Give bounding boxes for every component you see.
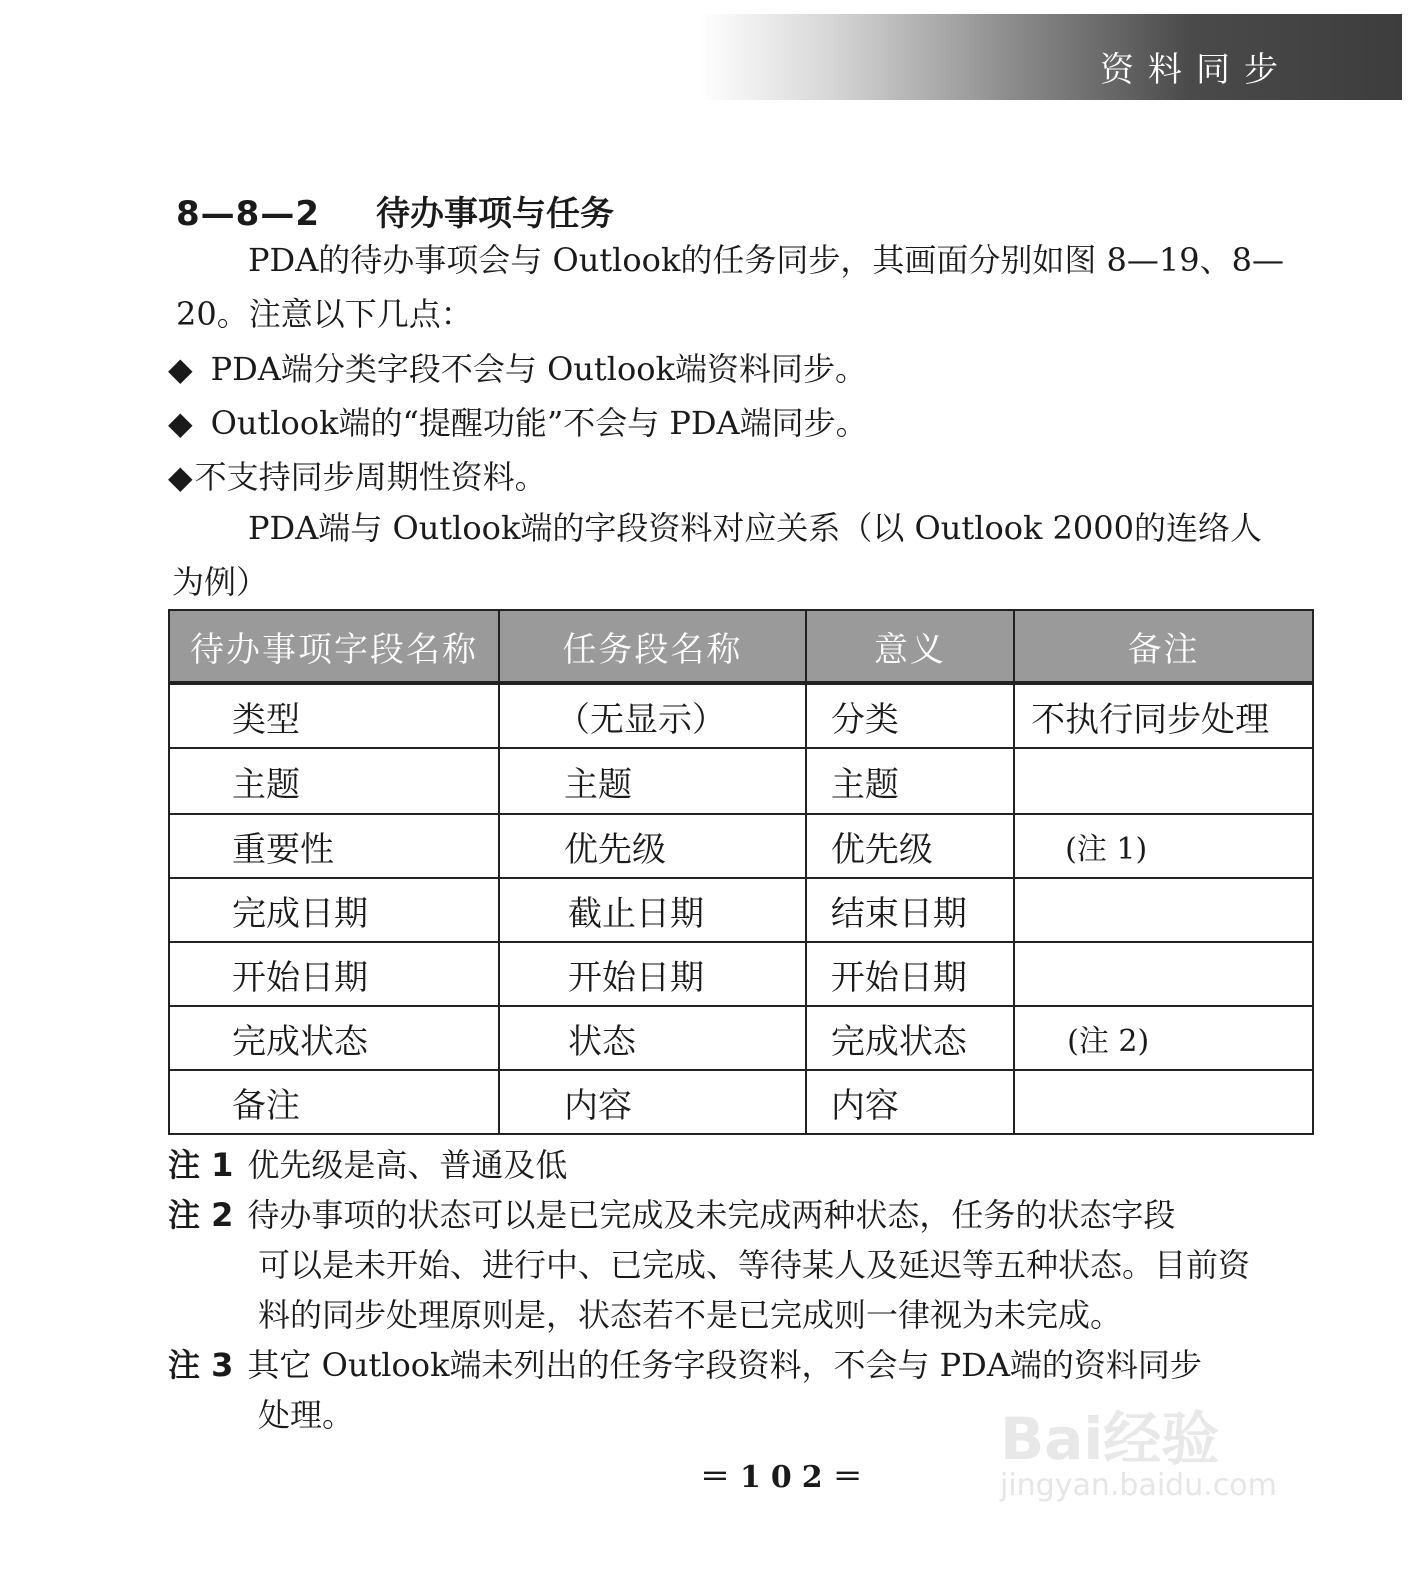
note-text: 优先级是高、普通及低 [247,1146,568,1184]
table-row [169,1006,1313,1070]
note-text: 其它 Outlook端未列出的任务字段资料，不会与 PDA端的资料同步 [247,1346,1202,1384]
table-row [169,942,1313,1006]
table-cell: 优先级 [806,814,1014,878]
table-row [169,1070,1313,1134]
section-title [176,186,614,235]
table-cell: （无显示） [499,683,806,748]
table-cell: 完成日期 [169,878,499,942]
page-number: ＝102＝ [700,1460,873,1495]
table-cell: 开始日期 [499,942,806,1006]
table-cell: 主题 [499,748,806,814]
table-cell: 完成状态 [806,1006,1014,1070]
baidu-watermark-logo: Bai经验 [1000,1405,1220,1473]
table-cell: 内容 [499,1070,806,1134]
table-cell: 完成状态 [169,1006,499,1070]
mapping-intro-line-1: PDA端与 Outlook端的字段资料对应关系（以 Outlook 2000的连络人 [248,509,1262,547]
header-band [700,14,1402,100]
table-cell: 内容 [806,1070,1014,1134]
note-2-line-3: 料的同步处理原则是，状态若不是已完成则一律视为未完成。 [258,1296,1123,1334]
table-row [169,748,1313,814]
note-tag: 注 1 [168,1146,234,1184]
bullet-text-1: PDA端分类字段不会与 Outlook端资料同步。 [210,350,867,388]
header-cell: 备注 [1014,610,1313,683]
bullet-text-2: Outlook端的“提醒功能”不会与 PDA端同步。 [210,404,868,442]
bullet-text-3: 不支持同步周期性资料。 [194,458,547,496]
diamond-bullet-icon: ◆ [168,458,193,496]
table-cell: 结束日期 [806,878,1014,942]
bullet-item-1 [168,344,867,390]
header-cell: 任务段名称 [499,610,806,683]
table-cell: 备注 [169,1070,499,1134]
intro-line-1: PDA的待办事项会与 Outlook的任务同步，其画面分别如图 8—19、8— [248,241,1284,279]
table-header-row [169,610,1313,683]
table-cell [1014,878,1313,942]
table-row [169,878,1313,942]
note-text: 待办事项的状态可以是已完成及未完成两种状态，任务的状态字段 [247,1196,1176,1234]
note-tag: 注 2 [168,1196,234,1234]
watermark-url: jingyan.baidu.com [1000,1468,1277,1503]
section-heading: 待办事项与任务 [375,194,614,234]
bullet-item-2 [168,398,868,444]
intro-line-2: 20。注意以下几点： [176,295,473,333]
mapping-intro-line-2: 为例） [172,563,269,601]
section-number: 8—8—2 [176,194,320,234]
table-cell: 分类 [806,683,1014,748]
table-cell: 重要性 [169,814,499,878]
table-row [169,683,1313,748]
table-cell [1014,1070,1313,1134]
table-cell: 不执行同步处理 [1014,683,1313,748]
table-cell: 开始日期 [169,942,499,1006]
diamond-bullet-icon: ◆ [168,350,193,388]
table-row [169,814,1313,878]
table-cell: 主题 [806,748,1014,814]
table-cell: 截止日期 [499,878,806,942]
header-title: 资料同步 [1100,50,1292,90]
table-cell: 优先级 [499,814,806,878]
note-tag: 注 3 [168,1346,234,1384]
header-cell: 意义 [806,610,1014,683]
header-cell: 待办事项字段名称 [169,610,499,683]
note-1 [168,1140,567,1186]
note-3-line-2: 处理。 [258,1396,355,1434]
table-cell: 主题 [169,748,499,814]
note-2 [168,1190,1175,1236]
note-3 [168,1340,1202,1386]
note-2-line-2: 可以是未开始、进行中、已完成、等待某人及延迟等五种状态。目前资 [258,1246,1251,1284]
table-cell: 类型 [169,683,499,748]
table-cell: 状态 [499,1006,806,1070]
table-cell: (注 1) [1014,814,1313,878]
table-cell: (注 2) [1014,1006,1313,1070]
table-cell [1014,942,1313,1006]
table-cell [1014,748,1313,814]
field-mapping-table [168,609,1314,1135]
bullet-item-3 [168,452,547,498]
diamond-bullet-icon: ◆ [168,404,193,442]
table-cell: 开始日期 [806,942,1014,1006]
